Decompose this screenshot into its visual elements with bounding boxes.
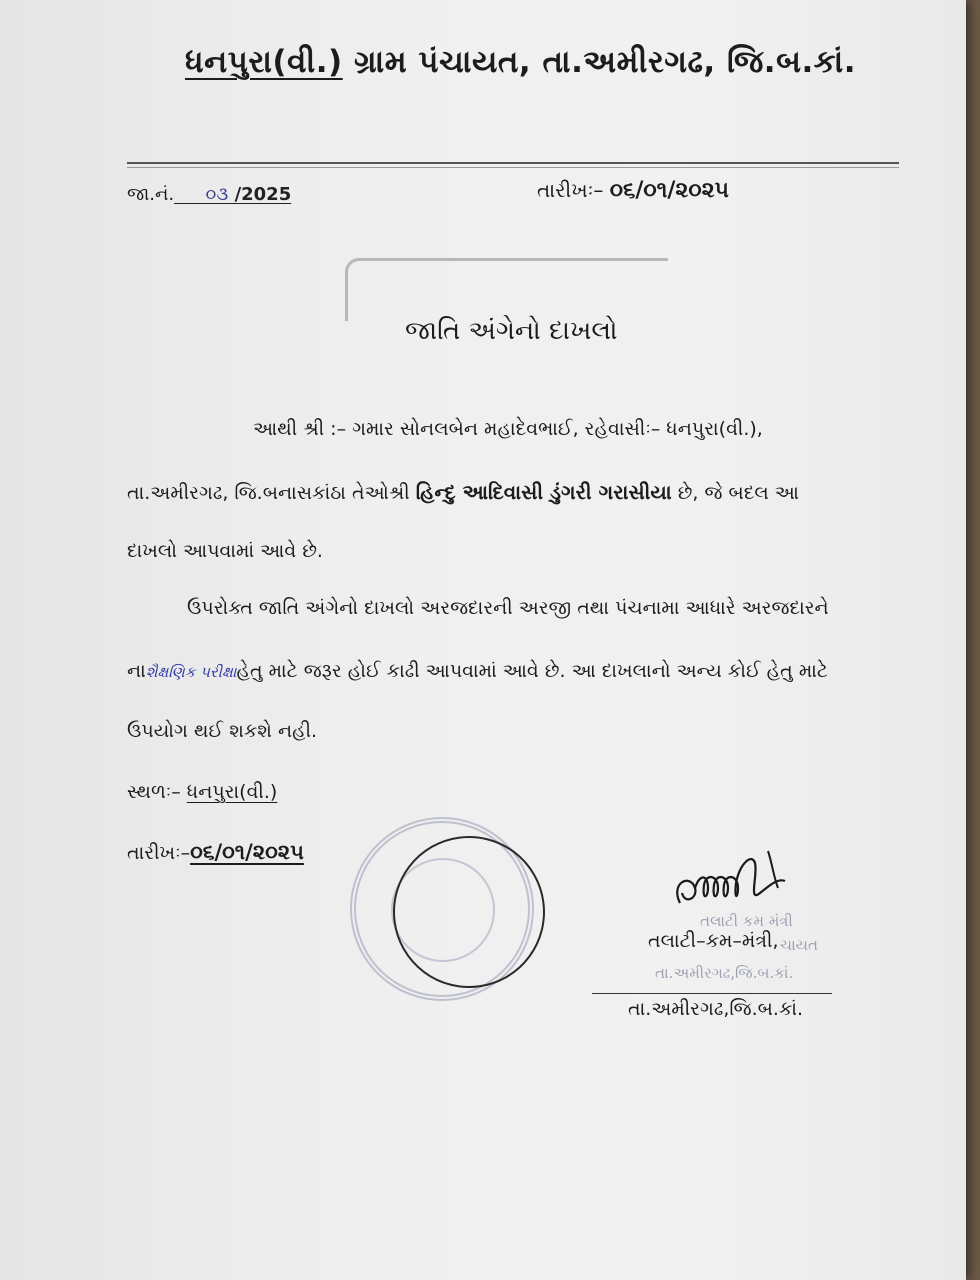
- title-frame: [345, 258, 668, 321]
- signatory-title: તલાટી–કમ–મંત્રી,: [648, 930, 779, 952]
- body-line-5a: ના: [127, 660, 146, 682]
- signature-icon: [660, 843, 810, 923]
- place-line: [127, 781, 277, 803]
- stamp-text-2: ચાયત: [780, 936, 818, 954]
- body-line-2b: છે, જે બદલ આ: [671, 482, 799, 504]
- issue-date-label: તારીખઃ–: [537, 178, 610, 202]
- purpose-handwritten: શૈક્ષણિક પરીક્ષા: [145, 663, 237, 681]
- bottom-date-value: ૦૬/૦૧/૨૦૨૫: [190, 840, 304, 864]
- header-rule: [127, 162, 899, 164]
- bottom-date-label: તારીખઃ–: [127, 842, 191, 864]
- body-line-4: ઉપરોક્ત જાતિ અંગેનો દાખલો અરજદારની અરજી તથા પંચનામા આધારે અરજદારને: [187, 597, 829, 619]
- office-header: [185, 44, 856, 81]
- signatory-place: તા.અમીરગઢ,જિ.બ.કાં.: [628, 998, 804, 1020]
- ref-value: [174, 184, 291, 205]
- bottom-date: [127, 840, 304, 865]
- body-line-5b: હેતુ માટે જરૂર હોઈ કાઢી આપવામાં આવે છે. આ દાખલાનો અન્ય કોઈ હેતુ માટે: [236, 660, 828, 682]
- body-line-2: [127, 480, 799, 504]
- ref-number: ૦૩: [205, 184, 229, 205]
- place-label: સ્થળઃ–: [127, 781, 187, 803]
- ref-label: જા.નં.: [127, 184, 175, 205]
- place-value: ધનપુરા(વી.): [186, 781, 278, 803]
- body-line-1: આથી શ્રી :– ગમાર સોનલબેન મહાદેવભાઈ, રહેવાસીઃ– ધનપુરા(વી.),: [253, 418, 763, 440]
- issue-date-value: ૦૬/૦૧/૨૦૨૫: [609, 178, 729, 203]
- caste-name: હિન્દુ આદિવાસી ડુંગરી ગરાસીયા: [415, 480, 672, 504]
- body-line-6: ઉપયોગ થઈ શકશે નહી.: [127, 720, 318, 742]
- stamp-text-1: તલાટી કમ મંત્રી: [700, 912, 793, 930]
- reference-number: [127, 184, 291, 205]
- header-rule-thin: [127, 167, 899, 168]
- certificate-title: જાતિ અંગેનો દાખલો: [405, 316, 618, 346]
- body-line-5: [127, 660, 828, 682]
- issue-date: [537, 178, 729, 203]
- ref-year: /2025: [234, 184, 292, 205]
- body-line-3: દાખલો આપવામાં આવે છે.: [127, 540, 323, 562]
- stamp-text-3: તા.અમીરગઢ,જિ.બ.કાં.: [655, 964, 794, 982]
- body-line-2a: તા.અમીરગઢ, જિ.બનાસકાંઠા તેઓશ્રી: [127, 482, 416, 504]
- signature-rule: [592, 993, 832, 994]
- office-name: ગ્રામ પંચાયત, તા.અમીરગઢ, જિ.બ.કાં.: [342, 44, 857, 80]
- village-name: ધનપુરા(વી.): [185, 44, 343, 80]
